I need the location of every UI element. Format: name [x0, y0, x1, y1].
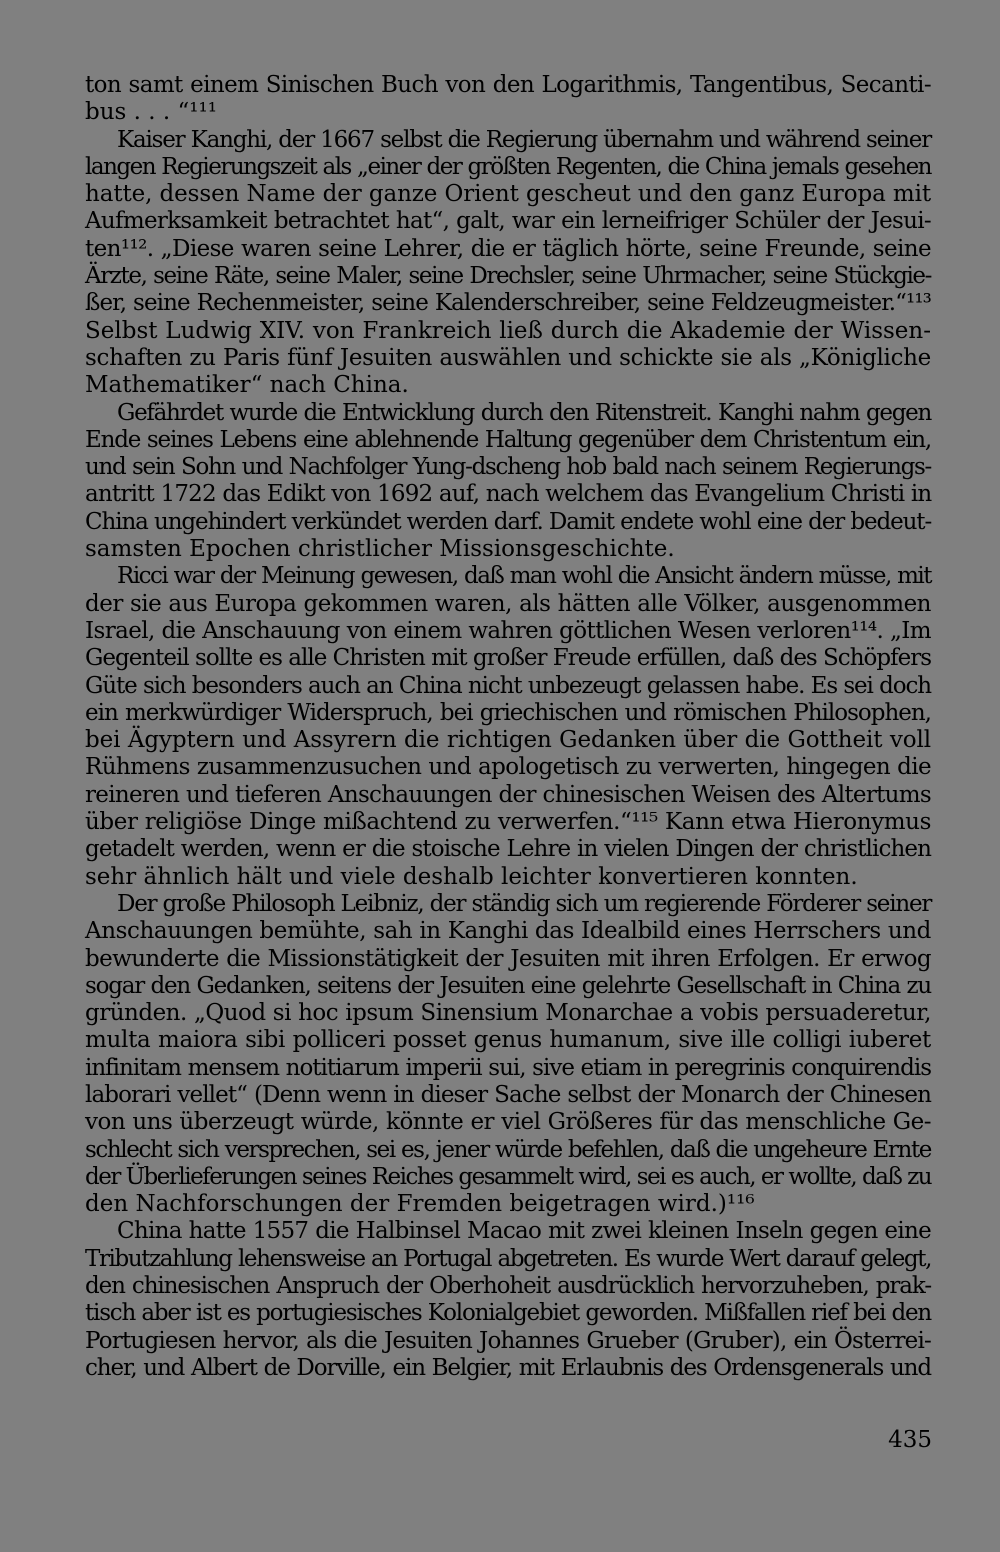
body-text: [85, 72, 931, 1382]
text-line: von uns überzeugt würde, könnte er viel Größeres für das menschliche Ge-: [85, 1109, 931, 1136]
text-line: ßer, seine Rechenmeister, seine Kalenderschreiber, seine Feldzeugmeister.“¹¹³: [85, 290, 931, 317]
text-line: Ende seines Lebens eine ablehnende Haltung gegenüber dem Christentum ein,: [85, 426, 931, 453]
text-line: Güte sich besonders auch an China nicht unbezeugt gelassen habe. Es sei doch: [85, 672, 931, 699]
text-line: infinitam mensem notitiarum imperii sui, sive etiam in peregrinis conquirendis: [85, 1054, 931, 1081]
text-line: schlecht sich versprechen, sei es, jener würde befehlen, daß die ungeheure Ernte: [85, 1136, 931, 1163]
text-line: cher, und Albert de Dorville, ein Belgier, mit Erlaubnis des Ordensgenerals und: [85, 1354, 931, 1381]
text-line: multa maiora sibi polliceri posset genus humanum, sive ille colligi iuberet: [85, 1027, 931, 1054]
text-line: den chinesischen Anspruch der Oberhoheit ausdrücklich hervorzuheben, prak-: [85, 1273, 931, 1300]
text-line: antritt 1722 das Edikt von 1692 auf, nach welchem das Evangelium Christi in: [85, 481, 932, 508]
text-line: Gegenteil sollte es alle Christen mit großer Freude erfüllen, daß des Schöpfers: [85, 645, 931, 672]
text-line: der Überlieferungen seines Reiches gesammelt wird, sei es auch, er wollte, daß zu: [85, 1163, 932, 1190]
text-line: tisch aber ist es portugiesisches Kolonialgebiet geworden. Mißfallen rief bei den: [85, 1300, 931, 1327]
page-number: 435: [888, 1427, 932, 1453]
text-line: Gefährdet wurde die Entwicklung durch den Ritenstreit. Kanghi nahm gegen: [117, 399, 931, 426]
text-line: China hatte 1557 die Halbinsel Macao mit zwei kleinen Inseln gegen eine: [117, 1218, 931, 1245]
text-line: Selbst Ludwig XIV. von Frankreich ließ durch die Akademie der Wissen-: [85, 317, 931, 344]
text-line: langen Regierungszeit als „einer der größten Regenten, die China jemals gesehen: [85, 153, 931, 180]
text-line: Mathematiker“ nach China.: [85, 372, 409, 399]
text-line: den Nachforschungen der Fremden beigetragen wird.)¹¹⁶: [85, 1191, 755, 1218]
text-line: ein merkwürdiger Widerspruch, bei griechischen und römischen Philosophen,: [85, 699, 931, 726]
text-line: über religiöse Dinge mißachtend zu verwerfen.“¹¹⁵ Kann etwa Hieronymus: [85, 809, 931, 836]
text-line: Rühmens zusammenzusuchen und apologetisch zu verwerten, hingegen die: [85, 754, 931, 781]
text-line: Ärzte, seine Räte, seine Maler, seine Drechsler, seine Uhrmacher, seine Stückgie-: [85, 263, 931, 290]
text-line: sogar den Gedanken, seitens der Jesuiten eine gelehrte Gesellschaft in China zu: [85, 972, 931, 999]
text-line: hatte, dessen Name der ganze Orient gescheut und den ganz Europa mit: [85, 181, 932, 208]
text-line: Tributzahlung lehensweise an Portugal abgetreten. Es wurde Wert darauf gelegt,: [85, 1245, 931, 1272]
text-line: ton samt einem Sinischen Buch von den Logarithmis, Tangentibus, Secanti-: [85, 72, 931, 98]
text-line: der sie aus Europa gekommen waren, als hätten alle Völker, ausgenommen: [85, 590, 931, 617]
text-line: laborari vellet“ (Denn wenn in dieser Sache selbst der Monarch der Chinesen: [85, 1081, 931, 1108]
text-line: ten¹¹². „Diese waren seine Lehrer, die er täglich hörte, seine Freunde, seine: [85, 235, 931, 262]
text-line: bus . . . “¹¹¹: [85, 99, 217, 126]
text-line: sehr ähnlich hält und viele deshalb leichter konvertieren konnten.: [85, 863, 858, 890]
text-line: gründen. „Quod si hoc ipsum Sinensium Monarchae a vobis persuaderetur,: [85, 1000, 931, 1027]
text-line: und sein Sohn und Nachfolger Yung-dscheng hob bald nach seinem Regierungs-: [85, 454, 931, 481]
text-line: China ungehindert verkündet werden darf. Damit endete wohl eine der bedeut-: [85, 508, 932, 535]
text-line: Israel, die Anschauung von einem wahren göttlichen Wesen verloren¹¹⁴. „Im: [85, 617, 931, 644]
text-line: Ricci war der Meinung gewesen, daß man wohl die Ansicht ändern müsse, mit: [117, 563, 931, 590]
text-line: schaften zu Paris fünf Jesuiten auswählen und schickte sie als „Königliche: [85, 344, 931, 371]
text-line: Portugiesen hervor, als die Jesuiten Johannes Grueber (Gruber), ein Österrei-: [85, 1327, 931, 1354]
text-line: getadelt werden, wenn er die stoische Lehre in vielen Dingen der christlichen: [85, 836, 931, 863]
text-line: bewunderte die Missionstätigkeit der Jesuiten mit ihren Erfolgen. Er erwog: [85, 945, 931, 972]
text-line: Der große Philosoph Leibniz, der ständig sich um regierende Förderer seiner: [117, 890, 932, 917]
text-line: samsten Epochen christlicher Missionsgeschichte.: [85, 536, 675, 563]
text-line: reineren und tieferen Anschauungen der chinesischen Weisen des Altertums: [85, 781, 931, 808]
text-line: Anschauungen bemühte, sah in Kanghi das Idealbild eines Herrschers und: [85, 918, 931, 945]
text-line: Aufmerksamkeit betrachtet hat“, galt, war ein lerneifriger Schüler der Jesui-: [85, 208, 931, 235]
text-line: bei Ägyptern und Assyrern die richtigen Gedanken über die Gottheit voll: [85, 727, 931, 754]
text-line: Kaiser Kanghi, der 1667 selbst die Regierung übernahm und während seiner: [117, 126, 931, 153]
